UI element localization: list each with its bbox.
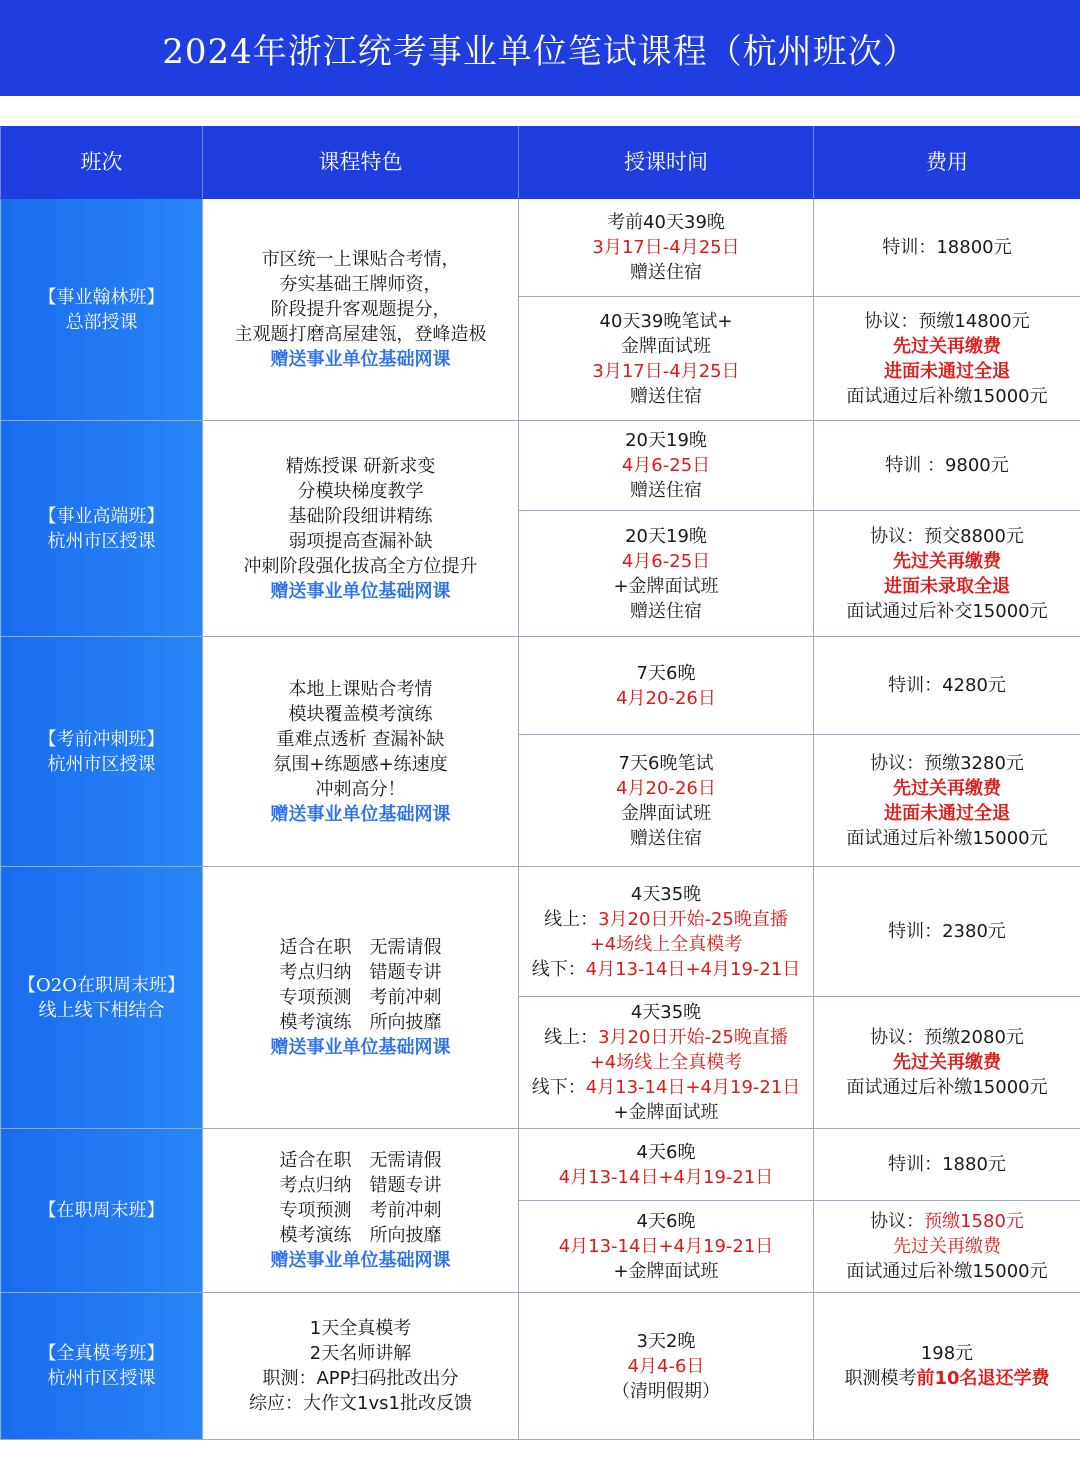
fee-line-text: 面试通过后补缴15000元	[846, 1077, 1048, 1098]
feature-line-text: 主观题打磨高屋建瓴，登峰造极	[234, 324, 487, 345]
fee-line-prefix: 协议：	[870, 1211, 925, 1232]
feature-line	[209, 1173, 512, 1198]
time-line	[523, 1100, 809, 1125]
title-banner	[0, 0, 1080, 96]
fee-line	[818, 776, 1076, 801]
feature-line-text: 考点归纳 错题专讲	[279, 962, 442, 983]
time-line	[523, 1259, 809, 1284]
time-line-text: +金牌面试班	[613, 1102, 719, 1123]
feature-line	[209, 1391, 512, 1416]
features-cell	[203, 637, 519, 867]
fee-line-text: 协议：预缴2080元	[870, 1027, 1024, 1048]
feature-line-text: 氛围+练题感+练速度	[273, 753, 448, 775]
feature-line-text: 2天名师讲解	[309, 1343, 412, 1364]
time-line	[523, 801, 809, 826]
feature-line-text: 冲刺高分！	[315, 778, 406, 800]
schedule-time-cell	[519, 735, 814, 867]
class-name-line: 【O2O在职周末班】	[18, 974, 185, 996]
time-line-text: 20天19晚	[625, 430, 707, 451]
time-line-text: 4天6晚	[636, 1211, 696, 1232]
time-line	[523, 1025, 809, 1050]
fee-line-text: 进面未通过全退	[884, 360, 1010, 382]
time-line-text: 3月20日开始-25晚直播	[598, 1027, 788, 1048]
feature-line-text: 赠送事业单位基础网课	[270, 803, 451, 825]
time-line-text: 赠送住宿	[630, 480, 702, 501]
time-line-text: 4天35晚	[630, 883, 702, 905]
fee-cell	[814, 199, 1080, 297]
fee-line	[818, 1209, 1076, 1234]
time-line	[523, 1379, 809, 1404]
time-line-text: 4天35晚	[630, 1002, 702, 1023]
feature-line	[209, 1248, 512, 1273]
page-title: 2024年浙江统考事业单位笔试课程（杭州班次）	[162, 31, 918, 72]
time-line	[523, 235, 809, 260]
fee-line-text: 特训：18800元	[882, 237, 1012, 258]
schedule-time-cell	[519, 1129, 814, 1201]
time-line	[523, 1140, 809, 1165]
time-line	[523, 1165, 809, 1190]
schedule-time-cell	[519, 421, 814, 511]
class-name-line: 总部授课	[65, 311, 138, 333]
fee-cell	[814, 511, 1080, 637]
fee-line-text: 先过关再缴费	[893, 550, 1001, 572]
fee-line	[818, 673, 1076, 698]
time-line	[523, 453, 809, 478]
fee-line-text: 先过关再缴费	[893, 777, 1001, 799]
time-line-text: +金牌面试班	[613, 1261, 719, 1282]
time-line	[523, 1329, 809, 1354]
header-fee: 费用	[814, 127, 1080, 199]
time-line	[523, 359, 809, 384]
time-line-text: 3月17日-4月25日	[592, 360, 740, 382]
header-features: 课程特色	[203, 127, 519, 199]
time-line-text: +4场线上全真模考	[589, 1052, 743, 1073]
fee-line	[818, 599, 1076, 624]
time-line-text: 4月13-14日+4月19-21日	[585, 958, 801, 980]
schedule-time-cell	[519, 511, 814, 637]
feature-line	[209, 1366, 512, 1391]
time-line-text: 赠送住宿	[630, 262, 702, 283]
feature-line-text: 专项预测 考前冲刺	[279, 987, 442, 1008]
fee-line	[818, 1366, 1076, 1391]
feature-line-text: 弱项提高查漏补缺	[288, 530, 433, 552]
fee-line	[818, 801, 1076, 826]
feature-line	[209, 985, 512, 1010]
class-name-line: 【在职周末班】	[38, 1200, 165, 1221]
fee-line-prefix: 职测模考	[844, 1368, 917, 1389]
feature-line-text: 职测：APP扫码批改出分	[262, 1368, 459, 1389]
time-line	[523, 1000, 809, 1025]
time-line-text: 40天39晚笔试+	[599, 310, 733, 332]
schedule-time-cell	[519, 297, 814, 421]
feature-line-text: 1天全真模考	[309, 1318, 412, 1339]
time-line	[523, 428, 809, 453]
time-line-text: 赠送住宿	[630, 385, 702, 407]
class-name-line: 杭州市区授课	[47, 1368, 156, 1389]
fee-line	[818, 1259, 1076, 1284]
feature-line	[209, 1341, 512, 1366]
header-time: 授课时间	[519, 127, 814, 199]
time-line	[523, 478, 809, 503]
feature-line-text: 阶段提升客观题提分，	[270, 299, 451, 320]
fee-line-text: 先过关再缴费	[893, 1236, 1001, 1257]
fee-line-text: 先过关再缴费	[893, 335, 1001, 357]
class-name-cell	[1, 1129, 203, 1293]
time-line	[523, 599, 809, 624]
header-class: 班次	[1, 127, 203, 199]
fee-cell	[814, 297, 1080, 421]
feature-line-text: 模考演练 所向披靡	[279, 1225, 442, 1246]
fee-line	[818, 751, 1076, 776]
feature-line-text: 模考演练 所向披靡	[279, 1012, 442, 1033]
fee-cell	[814, 1201, 1080, 1293]
time-line-text: 4月4-6日	[627, 1355, 705, 1377]
feature-line-text: 赠送事业单位基础网课	[270, 580, 451, 602]
fee-line	[818, 453, 1076, 478]
feature-line	[209, 1010, 512, 1035]
time-line-text: 4月13-14日+4月19-21日	[558, 1236, 774, 1257]
time-line	[523, 1234, 809, 1259]
feature-line	[209, 554, 512, 579]
feature-line	[209, 322, 512, 347]
fee-line	[818, 1234, 1076, 1259]
feature-line-text: 市区统一上课贴合考情，	[261, 249, 460, 270]
time-line-text: +金牌面试班	[613, 575, 719, 597]
time-line	[523, 549, 809, 574]
feature-line-text: 赠送事业单位基础网课	[270, 1037, 451, 1058]
feature-line-text: 赠送事业单位基础网课	[270, 1250, 451, 1271]
class-name-cell	[1, 637, 203, 867]
feature-line	[209, 727, 512, 752]
time-line	[523, 574, 809, 599]
time-line-text: 3月20日开始-25晚直播	[598, 908, 788, 930]
table-row	[1, 1129, 1080, 1201]
schedule-time-cell	[519, 867, 814, 997]
feature-line	[209, 347, 512, 372]
feature-line-text: 夯实基础王牌师资，	[279, 274, 442, 295]
time-line-text: 3月17日-4月25日	[592, 237, 740, 258]
class-name-line: 【全真模考班】	[38, 1343, 165, 1364]
time-line	[523, 957, 809, 982]
class-name-line: 杭州市区授课	[47, 753, 156, 775]
class-name-line: 杭州市区授课	[47, 530, 156, 552]
feature-line-text: 考点归纳 错题专讲	[279, 1175, 442, 1196]
feature-line	[209, 479, 512, 504]
fee-line	[818, 309, 1076, 334]
time-line	[523, 907, 809, 932]
feature-line	[209, 677, 512, 702]
fee-cell	[814, 997, 1080, 1129]
schedule-time-cell	[519, 997, 814, 1129]
feature-line	[209, 1035, 512, 1060]
time-line-prefix: 线上：	[544, 908, 599, 930]
fee-line-text: 特训 ：9800元	[885, 455, 1009, 476]
class-name-line: 线上线下相结合	[38, 999, 165, 1021]
time-line	[523, 932, 809, 957]
feature-line-text: 赠送事业单位基础网课	[270, 349, 451, 370]
fee-line	[818, 1050, 1076, 1075]
features-cell	[203, 1129, 519, 1293]
time-line-text: 4月13-14日+4月19-21日	[558, 1166, 774, 1188]
feature-line	[209, 1198, 512, 1223]
fee-line	[818, 359, 1076, 384]
fee-line	[818, 919, 1076, 944]
time-line	[523, 1075, 809, 1100]
time-line	[523, 661, 809, 686]
time-line	[523, 1050, 809, 1075]
time-line	[523, 882, 809, 907]
course-schedule-table	[0, 126, 1080, 1440]
time-line	[523, 751, 809, 776]
time-line	[523, 1354, 809, 1379]
feature-line	[209, 752, 512, 777]
feature-line-text: 适合在职 无需请假	[279, 1150, 442, 1171]
time-line	[523, 334, 809, 359]
schedule-time-cell	[519, 1293, 814, 1440]
feature-line	[209, 1316, 512, 1341]
fee-line	[818, 334, 1076, 359]
feature-line	[209, 1148, 512, 1173]
time-line-text: 赠送住宿	[630, 600, 702, 622]
feature-line-text: 综应：大作文1vs1批改反馈	[249, 1393, 472, 1414]
feature-line	[209, 297, 512, 322]
fee-line	[818, 1152, 1076, 1177]
time-line-text: +4场线上全真模考	[589, 933, 743, 955]
fee-cell	[814, 637, 1080, 735]
feature-line-text: 重难点透析 查漏补缺	[276, 728, 445, 750]
fee-line-text: 面试通过后补缴15000元	[846, 1261, 1048, 1282]
class-name-cell	[1, 421, 203, 637]
time-line-text: 4天6晚	[636, 1141, 696, 1163]
fee-cell	[814, 1129, 1080, 1201]
time-line-text: 7天6晚笔试	[618, 752, 714, 774]
time-line-text: 3天2晚	[636, 1330, 696, 1352]
fee-line-text: 进面未录取全退	[884, 575, 1010, 597]
fee-line	[818, 235, 1076, 260]
feature-line-text: 模块覆盖模考演练	[288, 703, 433, 725]
time-line-text: 4月20-26日	[616, 687, 716, 709]
features-cell	[203, 1293, 519, 1440]
time-line	[523, 524, 809, 549]
class-name-line: 【考前冲刺班】	[38, 728, 165, 750]
feature-line	[209, 1223, 512, 1248]
fee-line	[818, 1025, 1076, 1050]
time-line	[523, 686, 809, 711]
class-name-cell	[1, 199, 203, 421]
fee-line-text: 预缴1580元	[924, 1211, 1024, 1232]
table-row	[1, 867, 1080, 997]
features-cell	[203, 867, 519, 1129]
feature-line-text: 冲刺阶段强化拔高全方位提升	[243, 555, 478, 577]
time-line-text: 4月6-25日	[621, 455, 711, 476]
fee-line-text: 协议：预缴3280元	[870, 752, 1024, 774]
fee-line-text: 协议：预交8800元	[870, 525, 1024, 547]
time-line-text: 20天19晚	[625, 525, 707, 547]
class-name-cell	[1, 867, 203, 1129]
time-line-prefix: 线下：	[531, 1077, 586, 1098]
fee-line	[818, 826, 1076, 851]
feature-line-text: 适合在职 无需请假	[279, 937, 442, 958]
feature-line	[209, 579, 512, 604]
fee-line-text: 面试通过后补交15000元	[846, 600, 1048, 622]
feature-line-text: 基础阶段细讲精练	[288, 505, 433, 527]
fee-cell	[814, 1293, 1080, 1440]
time-line-prefix: 线上：	[544, 1027, 599, 1048]
features-cell	[203, 421, 519, 637]
schedule-time-cell	[519, 637, 814, 735]
fee-cell	[814, 867, 1080, 997]
table-row	[1, 199, 1080, 297]
feature-line-text: 精炼授课 研新求变	[285, 455, 436, 477]
time-line-text: 金牌面试班	[621, 335, 711, 357]
feature-line	[209, 247, 512, 272]
fee-line-text: 前10名退还学费	[916, 1368, 1050, 1389]
time-line	[523, 1209, 809, 1234]
schedule-time-cell	[519, 1201, 814, 1293]
feature-line-text: 分模块梯度教学	[297, 480, 424, 502]
table-row	[1, 421, 1080, 511]
fee-line-text: 先过关再缴费	[893, 1052, 1001, 1073]
feature-line	[209, 960, 512, 985]
fee-line	[818, 524, 1076, 549]
class-name-cell	[1, 1293, 203, 1440]
feature-line	[209, 802, 512, 827]
time-line	[523, 776, 809, 801]
time-line-text: 7天6晚	[636, 662, 696, 684]
time-line-text: 4月13-14日+4月19-21日	[585, 1077, 801, 1098]
fee-line-text: 特训：2380元	[888, 921, 1006, 942]
fee-line-text: 特训：1880元	[888, 1154, 1006, 1175]
class-name-line: 【事业翰林班】	[38, 286, 165, 308]
fee-line	[818, 574, 1076, 599]
table-body	[1, 199, 1080, 1440]
feature-line	[209, 529, 512, 554]
feature-line-text: 本地上课贴合考情	[288, 678, 433, 700]
fee-line	[818, 1341, 1076, 1366]
table-row	[1, 637, 1080, 735]
feature-line	[209, 935, 512, 960]
feature-line	[209, 454, 512, 479]
fee-cell	[814, 421, 1080, 511]
feature-line	[209, 702, 512, 727]
time-line-text: （清明假期）	[612, 1380, 720, 1402]
fee-line-text: 协议：预缴14800元	[864, 310, 1030, 332]
fee-line	[818, 384, 1076, 409]
table-header-row	[1, 127, 1080, 199]
time-line	[523, 260, 809, 285]
feature-line	[209, 777, 512, 802]
fee-line	[818, 1075, 1076, 1100]
fee-line	[818, 549, 1076, 574]
time-line-text: 4月6-25日	[621, 550, 711, 572]
time-line	[523, 309, 809, 334]
schedule-time-cell	[519, 199, 814, 297]
time-line-text: 考前40天39晚	[607, 212, 725, 233]
time-line-prefix: 线下：	[531, 958, 586, 980]
feature-line	[209, 272, 512, 297]
class-name-line: 【事业高端班】	[38, 505, 165, 527]
fee-line-text: 进面未通过全退	[884, 802, 1010, 824]
fee-line-text: 面试通过后补缴15000元	[846, 827, 1048, 849]
features-cell	[203, 199, 519, 421]
time-line-text: 金牌面试班	[621, 802, 711, 824]
fee-line-text: 198元	[920, 1343, 974, 1364]
table-row	[1, 1293, 1080, 1440]
feature-line	[209, 504, 512, 529]
time-line-text: 4月20-26日	[616, 777, 716, 799]
time-line-text: 赠送住宿	[630, 827, 702, 849]
time-line	[523, 826, 809, 851]
fee-cell	[814, 735, 1080, 867]
time-line	[523, 210, 809, 235]
fee-line-text: 面试通过后补缴15000元	[846, 385, 1048, 407]
time-line	[523, 384, 809, 409]
feature-line-text: 专项预测 考前冲刺	[279, 1200, 442, 1221]
fee-line-text: 特训：4280元	[888, 675, 1006, 696]
